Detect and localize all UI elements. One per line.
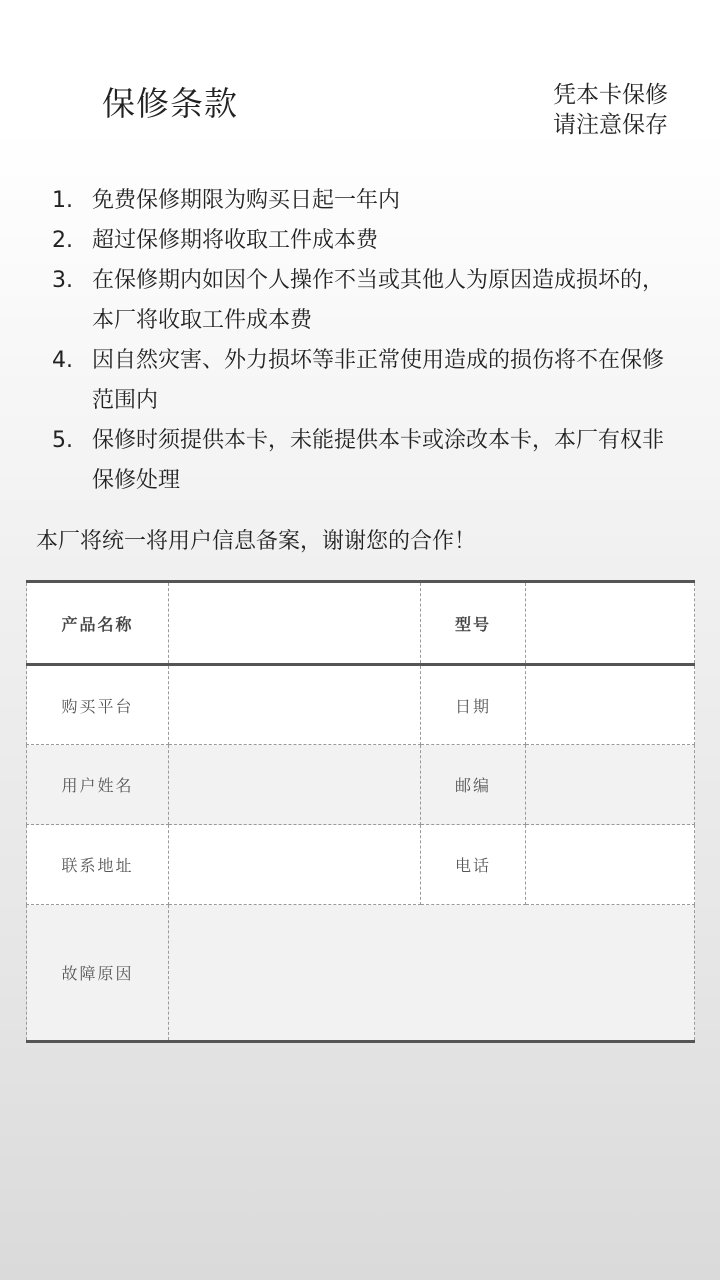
table-row [27, 582, 695, 665]
label-date: 日期 [421, 665, 526, 745]
label-product-name: 产品名称 [27, 582, 169, 665]
label-phone: 电话 [421, 825, 526, 905]
warranty-terms-list [52, 181, 674, 501]
address-field[interactable] [169, 825, 421, 905]
phone-field[interactable] [526, 825, 695, 905]
item-number: 4. [52, 348, 73, 373]
item-number: 3. [52, 268, 73, 293]
platform-field[interactable] [169, 665, 421, 745]
label-postcode: 邮编 [421, 745, 526, 825]
list-item [52, 421, 674, 501]
label-fault: 故障原因 [27, 905, 169, 1042]
warranty-form [26, 580, 695, 1043]
postcode-field[interactable] [526, 745, 695, 825]
item-text: 保修时须提供本卡，未能提供本卡或涂改本卡，本厂有权非保修处理 [92, 428, 665, 493]
fault-field[interactable] [169, 905, 695, 1042]
list-item [52, 181, 674, 221]
item-text: 超过保修期将收取工件成本费 [92, 228, 379, 253]
item-number: 2. [52, 228, 73, 253]
page-title: 保修条款 [102, 84, 238, 123]
product-name-field[interactable] [169, 582, 421, 665]
item-number: 5. [52, 428, 73, 453]
thanks-message: 本厂将统一将用户信息备案，谢谢您的合作！ [36, 529, 477, 554]
table-row [27, 825, 695, 905]
list-item [52, 221, 674, 261]
table-row [27, 665, 695, 745]
label-user-name: 用户姓名 [27, 745, 169, 825]
item-text: 免费保修期限为购买日起一年内 [92, 188, 401, 213]
label-model: 型号 [421, 582, 526, 665]
table-row [27, 905, 695, 1042]
list-item [52, 261, 674, 341]
user-name-field[interactable] [169, 745, 421, 825]
list-item [52, 341, 674, 421]
item-number: 1. [52, 188, 73, 213]
notice-line-1: 凭本卡保修 [553, 82, 668, 108]
table-row [27, 745, 695, 825]
notice-line-2: 请注意保存 [553, 112, 668, 138]
storage-notice [528, 80, 668, 140]
label-platform: 购买平台 [27, 665, 169, 745]
model-field[interactable] [526, 582, 695, 665]
item-text: 因自然灾害、外力损坏等非正常使用造成的损伤将不在保修范围内 [92, 348, 665, 413]
label-address: 联系地址 [27, 825, 169, 905]
date-field[interactable] [526, 665, 695, 745]
item-text: 在保修期内如因个人操作不当或其他人为原因造成损坏的，本厂将收取工件成本费 [92, 268, 665, 333]
